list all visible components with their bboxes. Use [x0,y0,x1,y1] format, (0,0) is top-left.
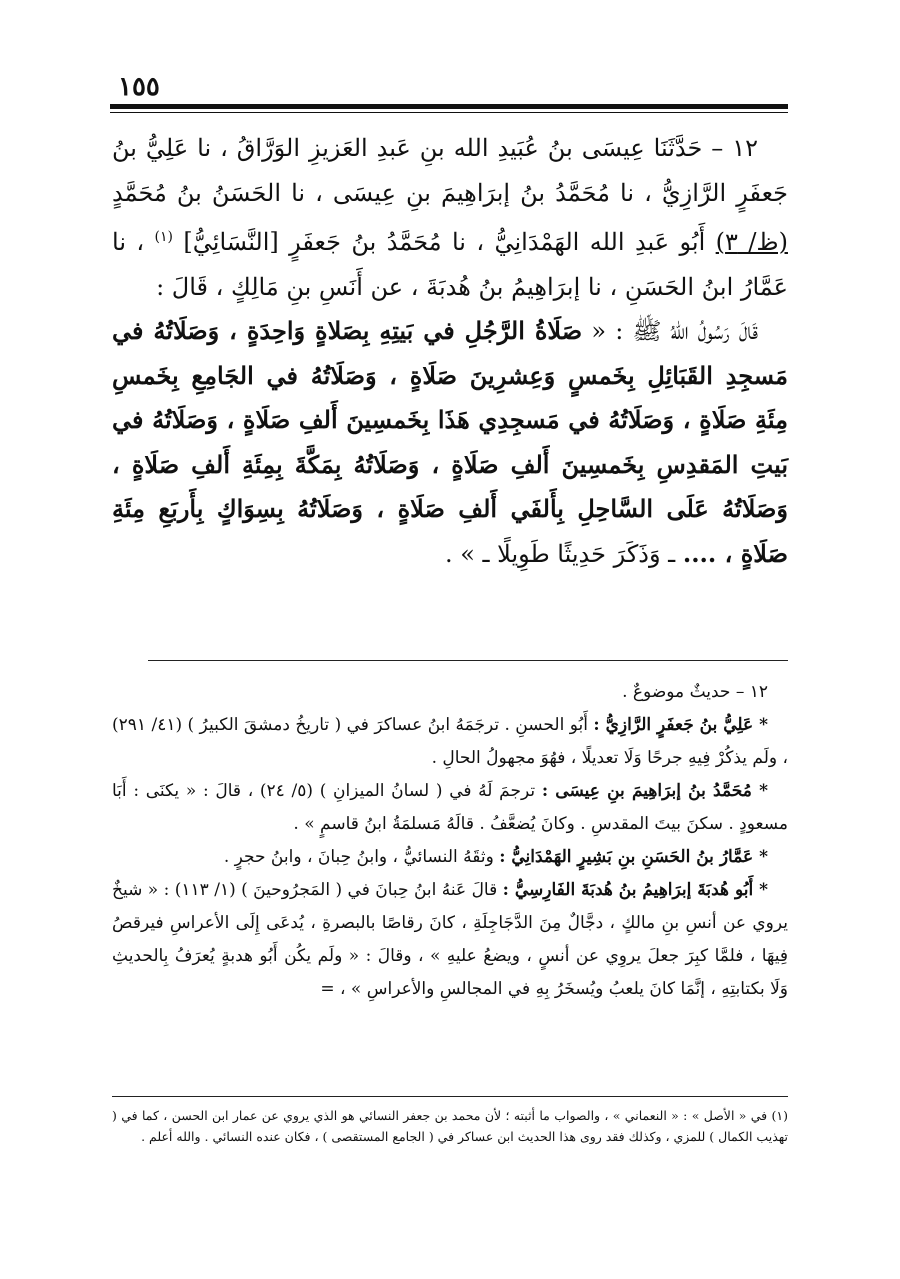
isnad-end: ، نا عَمَّارُ ابنُ الحَسَنِ ، نا إبرَاهِيمُ بنُ هُدبَةَ ، عن أَنَسِ بنِ مَالِكٍ ، قَالَ : [112,228,788,301]
footnote-rule [112,1096,788,1097]
matn-end: ـ وَذَكَرَ حَدِيثًا طَوِيلًا ـ » . [444,539,676,568]
narrator-note [112,841,788,874]
narrator-note-text: وثقَهُ النسائيُّ ، وابنُ حِبانَ ، وابنُ حجرٍ . [223,847,494,867]
verdict-line: ١٢ – حديثٌ موضوعٌ . [622,682,768,702]
footnote [112,1105,788,1147]
isnad-text: ١٢ – حَدَّثَنَا عِيسَى بنُ عُبَيدِ الله بنِ عَبدِ العَزيزِ الوَرَّاقُ ، نا عَلِيُّ بنُ جَعفَرٍ الرَّازِيُّ ، نا مُحَمَّدُ بنُ إبرَاهِيمَ بنِ عِيسَى ، نا الحَسَنُ بنُ مُحَمَّدٍ [112,134,788,207]
isnad-paragraph [112,126,788,309]
matn-paragraph [112,309,788,576]
manuscript-page-ref: (ظ/ ٣) [715,228,788,256]
narrator-name: * عَلِيُّ بنُ جَعفَرٍ الرَّازِيُّ : [593,715,769,735]
narrator-note [112,709,788,775]
isnad-after-ref: أَبُو عَبدِ الله الهَمْدَانِيُّ ، نا مُحَمَّدُ بنُ جَعفَرٍ [النَّسَائِيُّ] [183,228,706,256]
narrator-note [112,874,788,1006]
footnote-text: (١) في « الأصل » : « النعماني » ، والصواب ما أثبته ؛ لأن محمد بن جعفر النسائي هو الذي يروي عن عمار ابن الحسن ، كما في ( تهذيب الكمال ) للمزي ، وكذلك فقد روى هذا الحديث ابن عساكر في ( الجامع المستقصى ) ، فكان عنده النسائي . والله أعلم . [112,1108,788,1144]
commentary-notes [112,676,788,1006]
hadith-body [112,126,788,576]
narrator-note [112,775,788,841]
narrator-note-text: أَبُو الحسنِ . ترجَمَهُ ابنُ عساكرَ في ( تاريخُ دمشقَ الكبيرُ ) (٤١/ ٢٩١) ، ولَم يذكُرْ فِيهِ جرحًا وَلَا تعديلًا ، فهُوَ مجهولُ الحالِ . [112,715,788,768]
matn-text: صَلَاةُ الرَّجُلِ في بَيتِهِ بِصَلاةٍ وَاحِدَةٍ ، وَصَلَاتُهُ في مَسجِدِ القَبَائِلِ بِخَمسٍ وَعِشرِينَ صَلَاةٍ ، وَصَلَاتُهُ في الجَامِعِ بِخَمسِ مِئَةِ صَلَاةٍ ، وَصَلَاتُهُ في مَسجِدِي هَذَا بِخَمسِينَ أَلفِ صَلَاةٍ ، وَصَلَاتُهُ في بَيتِ المَقدِسِ بِخَمسِينَ أَلفِ صَلَاةٍ ، وَصَلَاتُهُ بِمَكَّةَ بِمِئَةِ أَلفِ صَلَاةٍ ، وَصَلَاتُهُ عَلَى السَّاحِلِ بِأَلفَي أَلفِ صَلَاةٍ ، وَصَلَاتُهُ بِسِوَاكٍ بِأَربَعِ مِئَةِ صَلَاةٍ ، .... [112,316,788,568]
narrator-name: * أَبُو هُدبَةَ إبرَاهِيمُ بنُ هُدبَةَ الفَارِسِيُّ : [502,880,768,900]
narrator-name: * عَمَّارُ بنُ الحَسَنِ بنِ بَشِيرٍ الهَمْدَانِيُّ : [499,847,768,867]
header-rule [110,104,788,109]
header-rule-thin [110,112,788,113]
narrator-note-text: قالَ عَنهُ ابنُ حِبانَ في ( المَجرُوحينَ ) (١/ ١١٣) : « شيخٌ يروي عن أنسِ بنِ مالكٍ ، دجَّالٌ مِنَ الدَّجَاجِلَةِ ، كانَ رقاصًا بالبصرةِ ، يُدعَى إِلَى الأعراسِ فيرقصُ فِيهَا ، فلمَّا كبِرَ جعلَ يروِي عن أنسٍ ، ويضعُ عليهِ » ، وقالَ : « ولَم يكُن أَبُو هدبةٍ يُعرَفُ بِالحديثِ وَلَا بكتابتِهِ ، إنَّمَا كانَ يلعبُ ويُسخَرُ بِهِ في المجالسِ والأعراسِ » ، = [112,880,788,999]
notes-divider [148,660,788,661]
narrator-note-text: ترجمَ لَهُ في ( لسانُ الميزانِ ) (٥/ ٢٤) ، قالَ : « يكنَى : أَبَا مسعودٍ . سكنَ بيتَ المقدسِ . وكانَ يُضعَّفُ . قالَهُ مَسلمَةُ ابنُ قاسمٍ » . [112,781,788,834]
narrator-name: * مُحَمَّدُ بنُ إبرَاهِيمَ بنِ عِيسَى : [541,781,768,801]
matn-intro: قَالَ رَسُولُ اللهُ ﷺ : « [591,317,758,345]
page-number: ١٥٥ [118,72,160,102]
footnote-marker: (١) [154,229,174,245]
